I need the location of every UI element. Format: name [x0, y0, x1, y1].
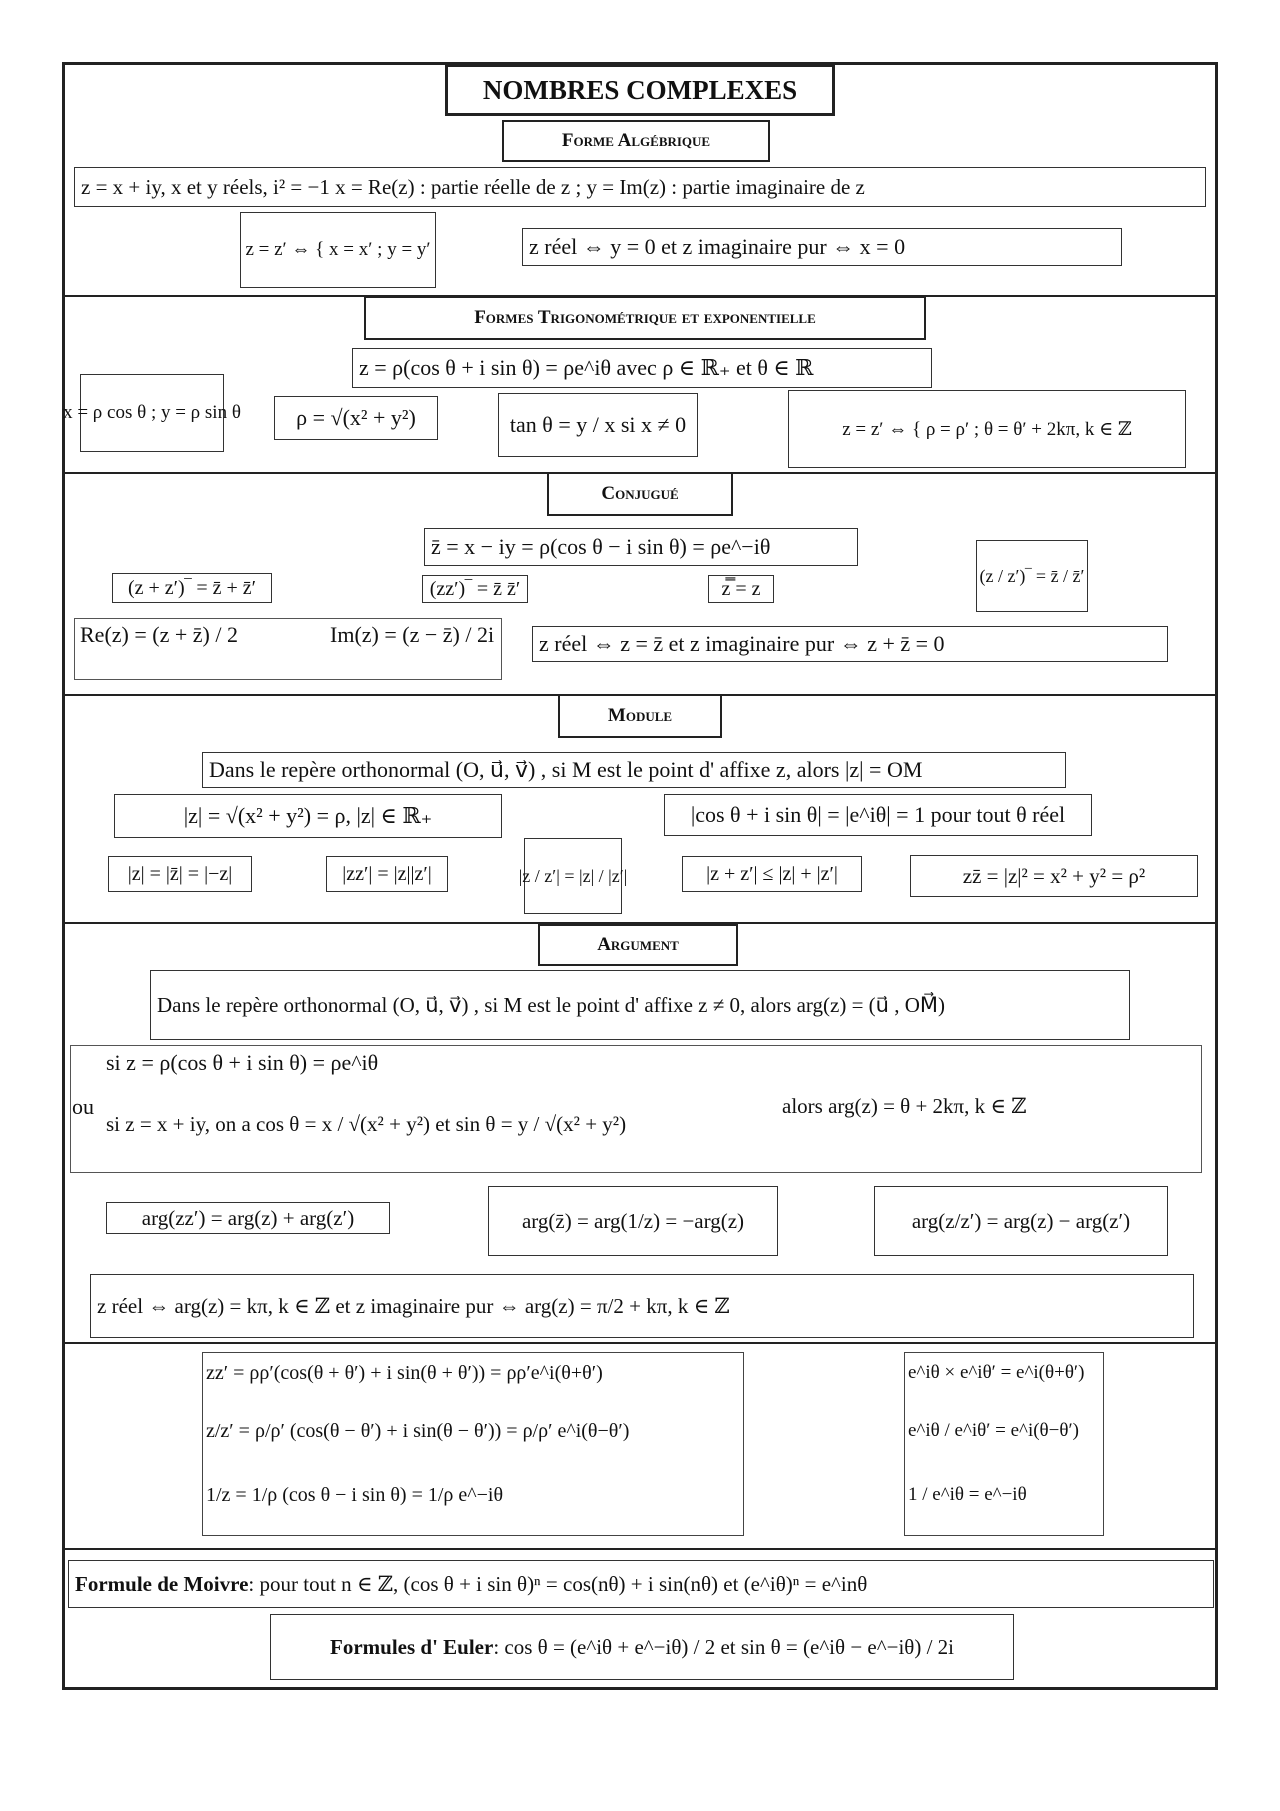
exp-inverse: 1 / e^iθ = e^−iθ	[908, 1484, 1027, 1505]
section-module: Module	[558, 694, 722, 738]
argument-conclusion: alors arg(z) = θ + 2kπ, k ∈ ℤ	[782, 1094, 1027, 1118]
exp-product: e^iθ × e^iθ′ = e^i(θ+θ′)	[908, 1362, 1085, 1383]
algebrique-definition: z = x + iy, x et y réels, i² = −1 x = Re(z) : partie réelle de z ; y = Im(z) : partie imaginaire de z	[74, 167, 1206, 207]
trigo-tan-formula: tan θ = y / x si x ≠ 0	[498, 393, 698, 457]
module-triangle: |z + z′| ≤ |z| + |z′|	[682, 856, 862, 892]
module-product: |zz′| = |z||z′|	[326, 856, 448, 892]
argument-conjugate: arg(z̄) = arg(1/z) = −arg(z)	[488, 1186, 778, 1256]
trigo-xy-formulas: x = ρ cos θ ; y = ρ sin θ	[80, 374, 224, 452]
trigo-main-formula: z = ρ(cos θ + i sin θ) = ρe^iθ avec ρ ∈ ℝ₊ et θ ∈ ℝ	[352, 348, 932, 388]
page-title: NOMBRES COMPLEXES	[445, 64, 835, 116]
trigo-equality: z = z′ ⇔ { ρ = ρ′ ; θ = θ′ + 2kπ, k ∈ ℤ	[788, 390, 1186, 468]
argument-ou: ou	[72, 1094, 94, 1119]
conjugue-real-part: Re(z) = (z + z̄) / 2	[80, 622, 238, 647]
conjugue-sum: (z + z′)‾ = z̄ + z̄′	[112, 573, 272, 603]
module-definition: Dans le repère orthonormal (O, u⃗, v⃗) , si M est le point d' affixe z, alors |z| = OM	[202, 752, 1066, 788]
divider	[62, 1548, 1218, 1550]
module-quotient: |z / z′| = |z| / |z′|	[524, 838, 622, 914]
moivre-text: : pour tout n ∈ ℤ, (cos θ + i sin θ)ⁿ = cos(nθ) + i sin(nθ) et (e^iθ)ⁿ = e^inθ	[248, 1571, 868, 1596]
argument-product: arg(zz′) = arg(z) + arg(z′)	[106, 1202, 390, 1234]
section-algebrique: Forme Algébrique	[502, 120, 770, 162]
algebrique-reel-imaginaire: z réel ⇔ y = 0 et z imaginaire pur ⇔ x = 0	[522, 228, 1122, 266]
conjugue-product: (zz′)‾ = z̄ z̄′	[422, 575, 528, 603]
argument-condition-polar: si z = ρ(cos θ + i sin θ) = ρe^iθ	[106, 1050, 379, 1075]
exp-quotient: e^iθ / e^iθ′ = e^i(θ−θ′)	[908, 1420, 1079, 1441]
moivre-formula	[68, 1560, 1214, 1608]
argument-quotient: arg(z/z′) = arg(z) − arg(z′)	[874, 1186, 1168, 1256]
algebrique-equality: z = z′ ⇔ { x = x′ ; y = y′	[240, 212, 436, 288]
operations-product: zz′ = ρρ′(cos(θ + θ′) + i sin(θ + θ′)) = ρρ′e^i(θ+θ′)	[206, 1362, 603, 1384]
module-unit: |cos θ + i sin θ| = |e^iθ| = 1 pour tout θ réel	[664, 794, 1092, 836]
euler-label: Formules d' Euler	[330, 1634, 494, 1659]
conjugue-quotient: (z / z′)‾ = z̄ / z̄′	[976, 540, 1088, 612]
module-square: zz̄ = |z|² = x² + y² = ρ²	[910, 855, 1198, 897]
euler-text: : cos θ = (e^iθ + e^−iθ) / 2 et sin θ = (e^iθ − e^−iθ) / 2i	[493, 1634, 954, 1659]
argument-reel-imaginaire: z réel ⇔ arg(z) = kπ, k ∈ ℤ et z imaginaire pur ⇔ arg(z) = π/2 + kπ, k ∈ ℤ	[90, 1274, 1194, 1338]
section-conjugue: Conjugué	[547, 472, 733, 516]
section-trigonometrique: Formes Trigonométrique et exponentielle	[364, 296, 926, 340]
section-argument: Argument	[538, 924, 738, 966]
argument-definition: Dans le repère orthonormal (O, u⃗, v⃗) , si M est le point d' affixe z ≠ 0, alors arg(z) = (u⃗ , OM⃗)	[150, 970, 1130, 1040]
operations-quotient: z/z′ = ρ/ρ′ (cos(θ − θ′) + i sin(θ − θ′)) = ρ/ρ′ e^i(θ−θ′)	[206, 1420, 630, 1442]
operations-inverse: 1/z = 1/ρ (cos θ − i sin θ) = 1/ρ e^−iθ	[206, 1484, 504, 1506]
module-abs: |z| = √(x² + y²) = ρ, |z| ∈ ℝ₊	[114, 794, 502, 838]
moivre-label: Formule de Moivre	[75, 1571, 249, 1596]
conjugue-parts-box	[74, 618, 502, 680]
trigo-rho-formula: ρ = √(x² + y²)	[274, 396, 438, 440]
euler-formula	[270, 1614, 1014, 1680]
conjugue-imag-part: Im(z) = (z − z̄) / 2i	[330, 622, 495, 647]
conjugue-reel-imaginaire: z réel ⇔ z = z̄ et z imaginaire pur ⇔ z + z̄ = 0	[532, 626, 1168, 662]
conjugue-double: z̿ = z	[708, 575, 774, 603]
conjugue-definition: z̄ = x − iy = ρ(cos θ − i sin θ) = ρe^−iθ	[424, 528, 858, 566]
argument-condition-cartesian: si z = x + iy, on a cos θ = x / √(x² + y²) et sin θ = y / √(x² + y²)	[106, 1112, 627, 1136]
module-symmetry: |z| = |z̄| = |−z|	[108, 856, 252, 892]
divider	[62, 1342, 1218, 1344]
